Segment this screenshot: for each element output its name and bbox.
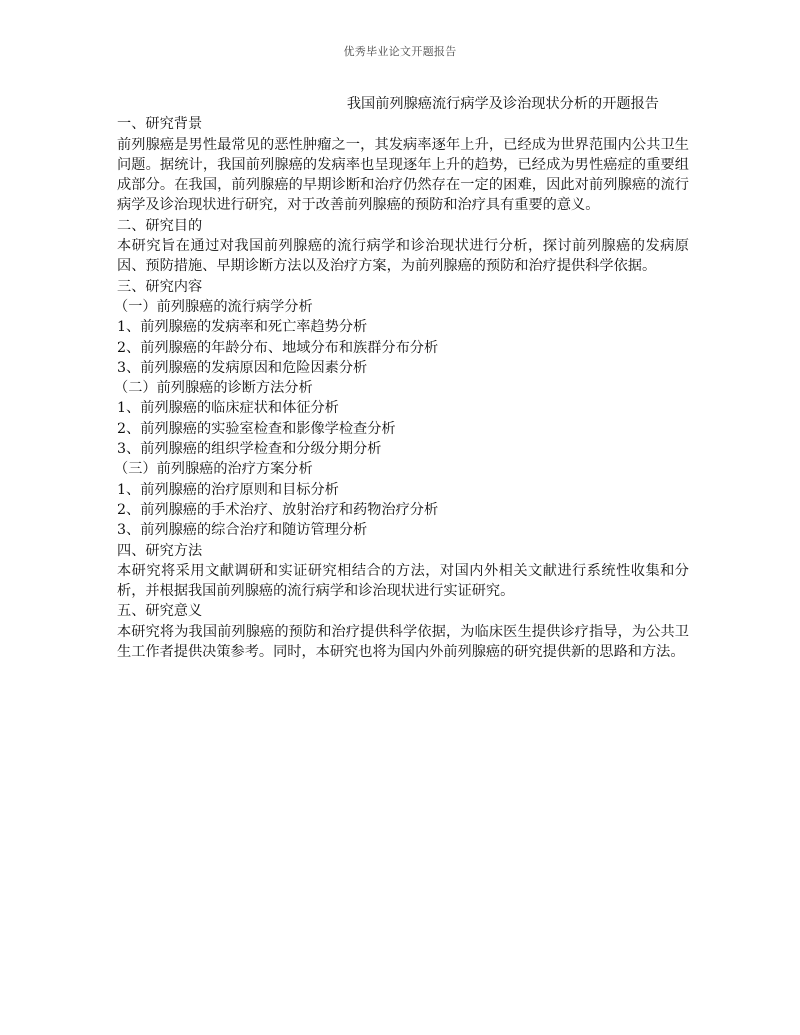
document-body: [114, 94, 689, 662]
list-item: 1、前列腺癌的临床症状和体征分析: [117, 400, 339, 417]
list-item: 1、前列腺癌的治疗原则和目标分析: [117, 481, 339, 498]
list-item: 2、前列腺癌的实验室检查和影像学检查分析: [117, 420, 396, 437]
list-item: 3、前列腺癌的综合治疗和随访管理分析: [117, 522, 368, 539]
document-title: 我国前列腺癌流行病学及诊治现状分析的开题报告: [346, 96, 659, 112]
list-item: 3、前列腺癌的组织学检查和分级分期分析: [117, 441, 382, 458]
section-heading-background: 一、研究背景: [117, 116, 203, 133]
section-text-method: 本研究将采用文献调研和实证研究相结合的方法，对国内外相关文献进行系统性收集和分析，并根据我国前列腺癌的流行病学和诊治现状进行实证研究。: [117, 562, 689, 600]
section-heading-method: 四、研究方法: [117, 542, 203, 559]
section-text-purpose: 本研究旨在通过对我国前列腺癌的流行病学和诊治现状进行分析，探讨前列腺癌的发病原因、预防措施、早期诊断方法以及治疗方案，为前列腺癌的预防和治疗提供科学依据。: [117, 238, 689, 275]
list-item: 1、前列腺癌的发病率和死亡率趋势分析: [117, 319, 368, 336]
section-text-background: 前列腺癌是男性最常见的恶性肿瘤之一，其发病率逐年上升，已经成为世界范围内公共卫生问题。据统计，我国前列腺癌的发病率也呈现逐年上升的趋势，已经成为男性癌症的重要组成部分。在我国，前列腺癌的早期诊断和治疗仍然存在一定的困难，因此对前列腺癌的流行病学及诊治现状进行研究，对于改善前列腺癌的预防和治疗具有重要的意义。: [117, 136, 689, 214]
list-item: 2、前列腺癌的手术治疗、放射治疗和药物治疗分析: [117, 501, 439, 518]
running-header: 优秀毕业论文开题报告: [343, 45, 457, 58]
list-item: 2、前列腺癌的年龄分布、地域分布和族群分布分析: [117, 339, 439, 356]
subsection-title-diagnosis: （二）前列腺癌的诊断方法分析: [114, 380, 313, 397]
section-heading-purpose: 二、研究目的: [117, 217, 203, 234]
section-text-significance: 本研究将为我国前列腺癌的预防和治疗提供科学依据，为临床医生提供诊疗指导，为公共卫生工作者提供决策参考。同时，本研究也将为国内外前列腺癌的研究提供新的思路和方法。: [117, 623, 689, 661]
section-heading-content: 三、研究内容: [117, 278, 203, 295]
subsection-title-treatment: （三）前列腺癌的治疗方案分析: [114, 461, 313, 478]
section-heading-significance: 五、研究意义: [117, 603, 203, 620]
subsection-title-epidemiology: （一）前列腺癌的流行病学分析: [114, 298, 313, 315]
list-item: 3、前列腺癌的发病原因和危险因素分析: [117, 359, 368, 376]
